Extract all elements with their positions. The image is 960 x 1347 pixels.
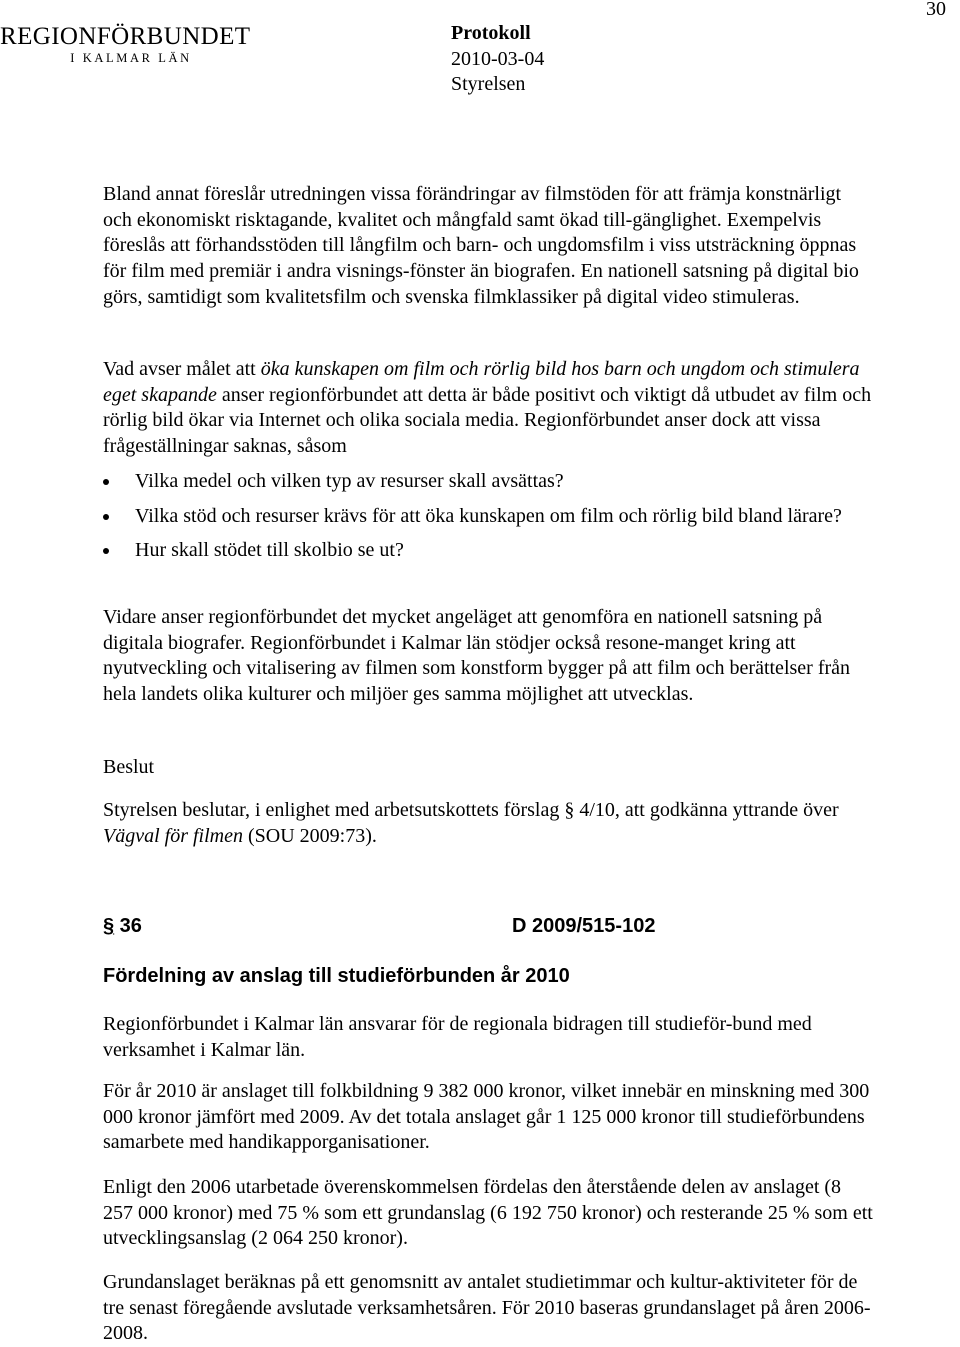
italic-text: Vägval för filmen xyxy=(103,824,243,847)
paragraph xyxy=(103,798,873,849)
doc-date: 2010-03-04 xyxy=(451,47,545,70)
list-item: Vilka medel och vilken typ av resurser skall avsättas? xyxy=(103,469,873,495)
doc-body: Styrelsen xyxy=(451,73,526,95)
paragraph xyxy=(103,1175,873,1252)
paragraph xyxy=(103,182,873,311)
italic-text: öka kunskapen om film och rörlig bild hos barn och ungdom och stimulera eget skapande xyxy=(103,358,860,406)
diary-number: D 2009/515-102 xyxy=(512,915,656,937)
list-item: Vilka stöd och resurser krävs för att öka kunskapen om film och rörlig bild bland lärare? xyxy=(103,504,873,530)
logo-wordmark xyxy=(0,22,251,52)
page-number: 30 xyxy=(926,0,946,20)
paragraph xyxy=(103,605,873,708)
logo-forbundet: FÖRBUNDET xyxy=(96,23,251,50)
heading-text: Beslut xyxy=(103,756,155,778)
paragraph xyxy=(103,1270,873,1347)
paragraph-text: Regionförbundet i Kalmar län ansvarar för de regionala bidragen till studieför-bund med verksamhet i Kalmar län. xyxy=(103,1013,812,1061)
logo-region: REGION xyxy=(0,23,97,50)
paragraph xyxy=(103,1079,873,1156)
paragraph-text: Grundanslaget beräknas på ett genomsnitt av antalet studietimmar och kultur-aktiviteter för de tre senast föregående avslutade verksamhetsåren. För 2010 baseras grundanslaget på åren 2006-2008. xyxy=(103,1271,871,1345)
paragraph-text: Enligt den 2006 utarbetade överenskommelsen fördelas den återstående delen av anslaget (8 257 000 kronor) med 75 % som ett grundanslag (6 192 750 kronor) och resterande 25 % som ett utvecklingsanslag (2 064 250 kronor). xyxy=(103,1176,873,1250)
section-number-text: 36 xyxy=(114,915,142,937)
bullet-list xyxy=(103,469,873,573)
section-number xyxy=(103,915,142,938)
paragraph-text: Styrelsen beslutar, i enlighet med arbetsutskottets förslag § 4/10, att godkänna yttrande över xyxy=(103,799,839,821)
document-header xyxy=(451,21,544,98)
list-item: Hur skall stödet till skolbio se ut? xyxy=(103,538,873,564)
paragraph-text: För år 2010 är anslaget till folkbildning 9 382 000 kronor, vilket innebär en minskning med 300 000 kronor jämfört med 2009. Av det totala anslaget går 1 125 000 kronor till studieförbundens samarbete med handikapporganisationer. xyxy=(103,1080,870,1154)
paragraph-text: anser regionförbundet att detta är både positivt och viktigt då utbudet av film och rörlig bild ökar via Internet och olika sociala media. Regionförbundet anser dock att vissa frågeställningar saknas, såsom xyxy=(103,383,872,458)
paragraph xyxy=(103,357,873,460)
section-title: Fördelning av anslag till studieförbunden år 2010 xyxy=(103,965,570,987)
paragraph-text: Vad avser målet att xyxy=(103,358,261,380)
regionforbundet-logo xyxy=(0,22,251,66)
beslut-heading xyxy=(103,755,873,781)
section-symbol: § xyxy=(103,915,115,937)
paragraph-text: Vidare anser regionförbundet det mycket angeläget att genomföra en nationell satsning på digitala biografer. Regionförbundet i Kalmar län stödjer också resone-manget kring att nyutveckling och vitalisering av filmen som konstform bygger på att film och berättelser från hela landets olika kulturer och miljöer ges samma möjlighet att utvecklas. xyxy=(103,606,851,706)
paragraph xyxy=(103,1012,873,1063)
paragraph-text: (SOU 2009:73). xyxy=(242,824,377,847)
paragraph-text: Bland annat föreslår utredningen vissa förändringar av filmstöden för att främja konstnärligt och ekonomiskt risktagande, kvalitet och mångfald samt ökad till-gänglighet. Exempelvis föreslås att förhandsstöden till långfilm och barn- och ungdomsfilm i viss utsträckning öppnas för film med premiär i andra visnings-fönster än biografen. xyxy=(103,183,857,283)
logo-subtitle: I KALMAR LÄN xyxy=(70,51,192,65)
doc-type: Protokoll xyxy=(451,22,531,44)
paragraph-text: En nationell satsning på digital bio görs, samtidigt som kvalitetsfilm och svenska filmklassiker på digital video stimuleras. xyxy=(103,260,859,308)
